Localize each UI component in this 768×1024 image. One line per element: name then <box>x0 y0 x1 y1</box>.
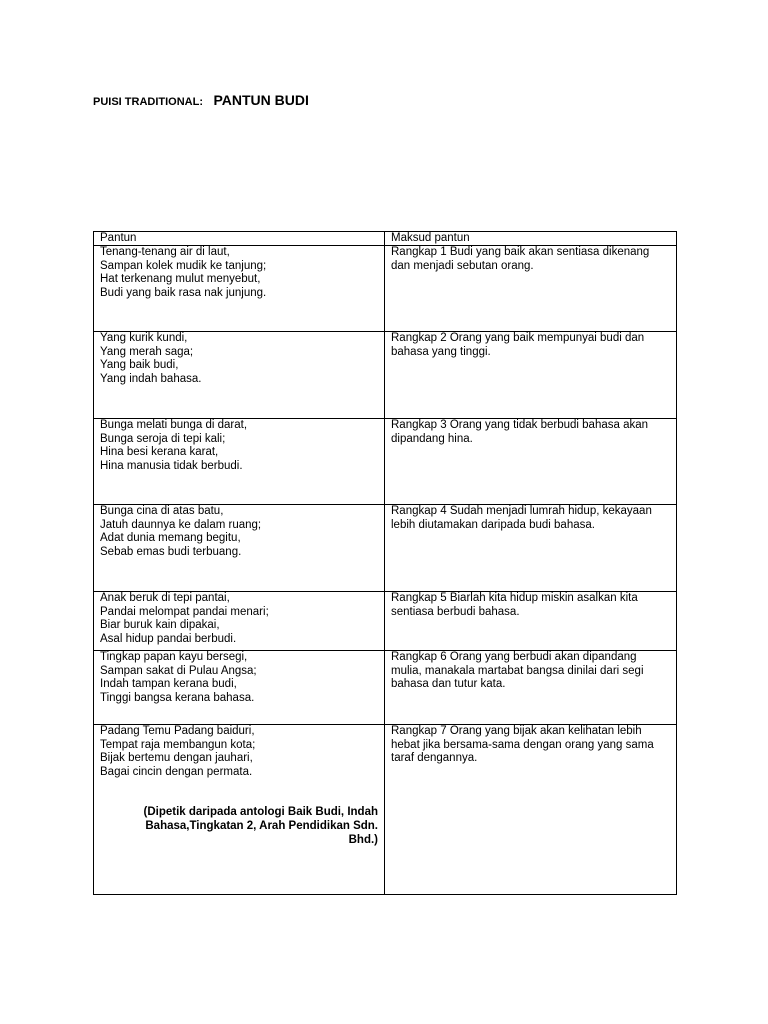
pantun-line: Bijak bertemu dengan jauhari, <box>100 752 253 764</box>
pantun-cell <box>94 419 385 505</box>
meaning-text: Rangkap 6 Orang yang berbudi akan dipandang mulia, manakala martabat bangsa dinilai dari segi bahasa dan tutur kata. <box>391 651 644 690</box>
meaning-text: Rangkap 3 Orang yang tidak berbudi bahasa akan dipandang hina. <box>391 419 649 445</box>
pantun-line: Tingkap papan kayu bersegi, <box>100 651 248 663</box>
meaning-cell <box>385 725 677 895</box>
pantun-line: Budi yang baik rasa nak junjung. <box>100 286 267 299</box>
meaning-cell <box>385 246 677 332</box>
pantun-line: Yang baik budi, <box>100 359 179 371</box>
pantun-line: Tempat raja membangun kota; <box>100 738 256 751</box>
pantun-line: Pandai melompat pandai menari; <box>100 605 269 618</box>
pantun-line: Bunga seroja di tepi kali; <box>100 432 226 445</box>
pantun-line: Indah tampan kerana budi, <box>100 678 237 690</box>
pantun-line: Yang merah saga; <box>100 345 194 358</box>
pantun-cell <box>94 651 385 725</box>
table-row <box>94 725 677 895</box>
pantun-line: Jatuh daunnya ke dalam ruang; <box>100 518 262 531</box>
header-maksud: Maksud pantun <box>385 232 677 246</box>
pantun-line: Tenang-tenang air di laut, <box>100 246 230 258</box>
pantun-line: Bunga melati bunga di darat, <box>100 419 248 431</box>
pantun-line: Hina manusia tidak berbudi. <box>100 459 243 472</box>
pantun-line: Asal hidup pandai berbudi. <box>100 632 237 645</box>
pantun-cell <box>94 505 385 592</box>
meaning-cell <box>385 651 677 725</box>
pantun-line: Biar buruk kain dipakai, <box>100 619 220 631</box>
pantun-table <box>93 231 677 895</box>
meaning-text: Rangkap 1 Budi yang baik akan sentiasa dikenang dan menjadi sebutan orang. <box>391 246 650 272</box>
meaning-text: Rangkap 2 Orang yang baik mempunyai budi dan bahasa yang tinggi. <box>391 332 645 358</box>
pantun-line: Sampan kolek mudik ke tanjung; <box>100 259 267 272</box>
table-header-row <box>94 232 677 246</box>
pantun-cell <box>94 592 385 651</box>
table-row <box>94 332 677 419</box>
table-row <box>94 592 677 651</box>
pantun-line: Hina besi kerana karat, <box>100 446 219 458</box>
meaning-text: Rangkap 4 Sudah menjadi lumrah hidup, kekayaan lebih diutamakan daripada budi bahasa. <box>391 505 652 531</box>
pantun-line: Bunga cina di atas batu, <box>100 505 224 517</box>
pantun-line: Adat dunia memang begitu, <box>100 532 241 544</box>
document-title <box>93 92 309 110</box>
pantun-line: Tinggi bangsa kerana bahasa. <box>100 691 255 704</box>
meaning-text: Rangkap 7 Orang yang bijak akan kelihatan lebih hebat jika bersama-sama dengan orang yang sama taraf dengannya. <box>391 725 654 764</box>
table-row <box>94 651 677 725</box>
table-row <box>94 246 677 332</box>
pantun-line: Anak beruk di tepi pantai, <box>100 592 230 604</box>
meaning-cell <box>385 505 677 592</box>
pantun-line: Yang indah bahasa. <box>100 372 202 385</box>
pantun-cell <box>94 246 385 332</box>
header-pantun: Pantun <box>94 232 385 246</box>
pantun-line: Sebab emas budi terbuang. <box>100 545 242 558</box>
meaning-cell <box>385 592 677 651</box>
pantun-cell <box>94 725 385 895</box>
meaning-cell <box>385 332 677 419</box>
pantun-line: Padang Temu Padang baiduri, <box>100 725 255 737</box>
pantun-line: Yang kurik kundi, <box>100 332 188 344</box>
pantun-line: Hat terkenang mulut menyebut, <box>100 273 261 285</box>
title-main: PANTUN BUDI <box>213 92 309 108</box>
meaning-text: Rangkap 5 Biarlah kita hidup miskin asalkan kita sentiasa berbudi bahasa. <box>391 592 638 618</box>
title-label: PUISI TRADITIONAL: <box>93 96 203 108</box>
pantun-line: Bagai cincin dengan permata. <box>100 765 253 778</box>
pantun-cell <box>94 332 385 419</box>
table-row <box>94 505 677 592</box>
source-citation: (Dipetik daripada antologi Baik Budi, Indah Bahasa,Tingkatan 2, Arah Pendidikan Sdn. Bhd.) <box>143 806 378 846</box>
table-row <box>94 419 677 505</box>
pantun-line: Sampan sakat di Pulau Angsa; <box>100 664 257 677</box>
meaning-cell <box>385 419 677 505</box>
